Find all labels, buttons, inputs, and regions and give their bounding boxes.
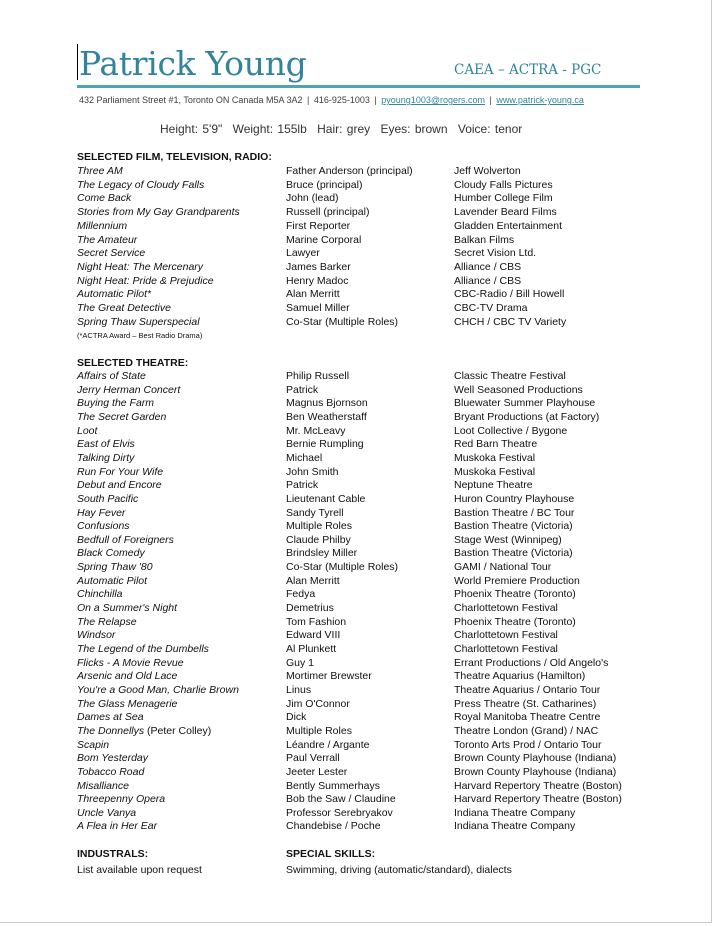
- credit-role: Co-Star (Multiple Roles): [286, 315, 399, 328]
- credit-title-text: Jerry Herman Concert: [77, 383, 181, 396]
- credit-row: [0, 220, 700, 234]
- credit-role: Chandebise / Poche: [286, 820, 381, 833]
- credit-title-text: Confusions: [77, 520, 130, 533]
- credit-row: [0, 684, 700, 698]
- credit-role: John Smith: [286, 465, 339, 478]
- credit-title: [77, 725, 211, 737]
- credit-row: [0, 657, 700, 671]
- credit-role: Mortimer Brewster: [286, 670, 372, 683]
- credit-title-text: You're a Good Man, Charlie Brown: [77, 683, 239, 696]
- credit-company: CHCH / CBC TV Variety: [454, 315, 567, 328]
- credit-row: [0, 288, 700, 302]
- credit-role: James Barker: [286, 260, 351, 273]
- credit-title: [77, 561, 153, 573]
- credit-role: Demetrius: [286, 602, 334, 615]
- credit-title-text: Black Comedy: [77, 547, 145, 560]
- credit-role: Al Plunkett: [286, 643, 337, 655]
- credit-company: Theatre London (Grand) / NAC: [454, 724, 599, 737]
- credit-row: [0, 384, 700, 398]
- credit-title-text: The Great Detective: [77, 302, 171, 314]
- credit-row: [0, 316, 700, 330]
- credit-row: [0, 425, 700, 439]
- header-rule: [77, 85, 640, 88]
- credit-row: [0, 370, 700, 384]
- stat-eyes: Eyes: brown: [380, 122, 448, 136]
- credit-row: [0, 261, 700, 275]
- credit-title-text: On a Summer's Night: [77, 602, 178, 615]
- skills-text: Swimming, driving (automatic/standard), dialects: [286, 864, 512, 876]
- credit-role: Ben Weatherstaff: [286, 410, 367, 423]
- credit-title-text: Misalliance: [77, 779, 129, 792]
- credit-title: [77, 466, 163, 478]
- credit-role: Patrick: [286, 383, 319, 396]
- credit-row: [0, 452, 700, 466]
- credit-title-text: Dames at Sea: [77, 711, 144, 724]
- credit-title-text: Night Heat: The Mercenary: [77, 260, 204, 273]
- credit-title: [77, 206, 240, 218]
- credit-row: [0, 820, 700, 834]
- credit-title: [77, 302, 171, 314]
- credit-title: [77, 411, 166, 423]
- credit-company: Errant Productions / Old Angelo's: [454, 656, 609, 669]
- credit-row: [0, 561, 700, 575]
- credit-role: Jeeter Lester: [286, 765, 348, 778]
- credit-row: [0, 711, 700, 725]
- credit-title: [77, 575, 147, 587]
- credit-title: [77, 493, 138, 505]
- credit-row: [0, 247, 700, 261]
- website-link[interactable]: www.patrick-young.ca: [496, 95, 584, 105]
- credit-title-text: Come Back: [77, 192, 132, 205]
- credit-row: [0, 629, 700, 643]
- credit-title-text: Millennium: [77, 219, 128, 232]
- credit-company: Harvard Repertory Theatre (Boston): [454, 779, 622, 792]
- credit-company: Royal Manitoba Theatre Centre: [454, 711, 601, 724]
- skills-heading: SPECIAL SKILLS:: [286, 848, 376, 860]
- credit-row: [0, 479, 700, 493]
- credit-title-text: Talking Dirty: [77, 451, 135, 464]
- credit-title-text: Run For Your Wife: [77, 465, 164, 478]
- credit-company: Red Barn Theatre: [454, 438, 538, 451]
- credit-row: [0, 165, 700, 179]
- credit-company: GAMI / National Tour: [454, 561, 552, 574]
- credit-title-text: Hay Fever: [77, 506, 126, 519]
- credit-title: [77, 698, 177, 710]
- credit-title: [77, 397, 154, 409]
- credit-row: [0, 438, 700, 452]
- credit-role: Samuel Miller: [286, 302, 350, 314]
- credit-title-text: Stories from My Gay Grandparents: [77, 206, 240, 219]
- credit-role: Bernie Rumpling: [286, 438, 364, 451]
- credit-company: Theatre Aquarius (Hamilton): [454, 670, 586, 683]
- credit-title: [77, 547, 145, 559]
- credit-title: [77, 684, 239, 696]
- credit-row: [0, 698, 700, 712]
- credit-role: Multiple Roles: [286, 724, 352, 737]
- text-cursor: [77, 44, 78, 80]
- credit-title: [77, 602, 177, 614]
- credit-title: [77, 766, 144, 778]
- credit-title: [77, 165, 123, 177]
- credit-role: Jim O'Connor: [286, 697, 350, 710]
- credit-title: [77, 752, 148, 764]
- credit-company: Stage West (Winnipeg): [454, 533, 562, 546]
- credit-company: Neptune Theatre: [454, 479, 533, 492]
- credit-title: [77, 384, 180, 396]
- credit-title: [77, 220, 127, 232]
- credit-title: [77, 316, 200, 328]
- credit-role: Father Anderson (principal): [286, 165, 413, 177]
- credit-role: Bob the Saw / Claudine: [286, 793, 396, 806]
- industrials-heading: INDUSTRALS:: [77, 848, 149, 860]
- credit-company: Charlottetown Festival: [454, 629, 558, 642]
- credit-company: Muskoka Festival: [454, 451, 536, 464]
- credit-title: [77, 588, 123, 600]
- credit-role: Dick: [286, 711, 307, 724]
- credit-title-text: Chinchilla: [77, 588, 123, 601]
- physical-stats: [160, 122, 528, 136]
- credit-role: Brindsley Miller: [286, 547, 358, 560]
- credit-company: Indiana Theatre Company: [454, 806, 576, 819]
- credit-role: Marine Corporal: [286, 233, 362, 246]
- credit-row: [0, 793, 700, 807]
- credit-company: Harvard Repertory Theatre (Boston): [454, 793, 622, 806]
- credit-title: [77, 807, 136, 819]
- credit-row: [0, 466, 700, 480]
- credit-role: Fedya: [286, 588, 316, 601]
- credit-role: Guy 1: [286, 656, 315, 669]
- credit-row: [0, 739, 700, 753]
- credit-company: Balkan Films: [454, 233, 515, 246]
- credit-company: Bastion Theatre / BC Tour: [454, 506, 575, 519]
- credit-row: [0, 302, 700, 316]
- credit-row: [0, 234, 700, 248]
- credit-company: Bastion Theatre (Victoria): [454, 520, 573, 533]
- credit-company: Theatre Aquarius / Ontario Tour: [454, 683, 601, 696]
- credit-row: [0, 643, 700, 657]
- stat-hair: Hair: grey: [317, 122, 371, 136]
- credit-row: [0, 275, 700, 289]
- credit-company: CBC-Radio / Bill Howell: [454, 288, 565, 301]
- credit-title-text: Threepenny Opera: [77, 793, 166, 806]
- credit-title-text: Tobacco Road: [77, 765, 145, 778]
- credit-company: Press Theatre (St. Catharines): [454, 697, 597, 710]
- credit-role: Michael: [286, 451, 323, 464]
- credit-title-text: The Donnellys: [77, 724, 145, 737]
- credit-title: [77, 479, 162, 491]
- credit-company: World Premiere Production: [454, 574, 580, 587]
- credit-title: [77, 234, 137, 246]
- credit-company: Charlottetown Festival: [454, 602, 558, 615]
- credit-title: [77, 438, 135, 450]
- credit-role: Léandre / Argante: [286, 738, 370, 751]
- stat-height: Height: 5'9": [160, 122, 223, 136]
- address: 432 Parliament Street #1, Toronto ON Canada M5A 3A2: [79, 95, 303, 105]
- industrials-text: List available upon request: [77, 864, 202, 876]
- credit-company: Cloudy Falls Pictures: [454, 178, 553, 191]
- credit-row: [0, 411, 700, 425]
- union-affiliations: CAEA – ACTRA - PGC: [454, 62, 602, 78]
- credit-company: Jeff Wolverton: [454, 165, 521, 177]
- credit-role: Alan Merritt: [286, 574, 340, 587]
- credit-title: [77, 507, 125, 519]
- credit-row: [0, 725, 700, 739]
- credit-row: [0, 493, 700, 507]
- film-heading: SELECTED FILM, TELEVISION, RADIO:: [77, 151, 272, 163]
- credit-title: [77, 739, 109, 751]
- credit-row: [0, 752, 700, 766]
- credit-role: Philip Russell: [286, 370, 350, 382]
- credit-title: [77, 793, 165, 805]
- credit-company: Bluewater Summer Playhouse: [454, 397, 596, 410]
- credit-company: Brown County Playhouse (Indiana): [454, 752, 617, 765]
- credit-company: Gladden Entertainment: [454, 219, 562, 232]
- credit-title-text: Automatic Pilot*: [77, 288, 152, 301]
- credit-company: Alliance / CBS: [454, 260, 522, 273]
- credit-role: Claude Philby: [286, 533, 351, 546]
- email-link[interactable]: pyoung1003@rogers.com: [381, 95, 485, 105]
- credit-role: Bruce (principal): [286, 178, 363, 191]
- credit-row: [0, 547, 700, 561]
- credit-role: Alan Merritt: [286, 288, 340, 301]
- credit-row: [0, 179, 700, 193]
- credit-title-text: Affairs of State: [77, 370, 146, 382]
- phone: 416-925-1003: [313, 95, 370, 105]
- actor-name: Patrick Young: [79, 44, 307, 83]
- credit-role: Sandy Tyrell: [286, 506, 344, 519]
- theatre-heading: SELECTED THEATRE:: [77, 357, 189, 369]
- credit-row: [0, 507, 700, 521]
- credit-title-text: Buying the Farm: [77, 397, 155, 410]
- credit-title-text: Automatic Pilot: [77, 574, 148, 587]
- credit-company: Muskoka Festival: [454, 465, 536, 478]
- credit-role: Henry Madoc: [286, 274, 349, 287]
- credit-title: [77, 261, 203, 273]
- credit-company: Loot Collective / Bygone: [454, 424, 568, 437]
- credit-company: Classic Theatre Festival: [454, 370, 566, 382]
- credit-company: Well Seasoned Productions: [454, 383, 583, 396]
- credit-row: [0, 616, 700, 630]
- credit-title-text: Uncle Vanya: [77, 806, 137, 819]
- credit-title: [77, 534, 174, 546]
- credit-row: [0, 192, 700, 206]
- credit-title-text: Spring Thaw '80: [77, 561, 153, 574]
- credit-role: Linus: [286, 683, 312, 696]
- separator: |: [489, 95, 492, 105]
- credit-company: CBC-TV Drama: [454, 302, 528, 314]
- credit-title-text: Spring Thaw Superspecial: [77, 315, 200, 328]
- credit-title-text: Three AM: [77, 165, 123, 177]
- credit-company: Phoenix Theatre (Toronto): [454, 615, 576, 628]
- credit-row: [0, 588, 700, 602]
- credit-title-text: A Flea in Her Ear: [77, 820, 158, 833]
- credit-role: Patrick: [286, 479, 319, 492]
- credit-title: [77, 670, 177, 682]
- credit-role: Lawyer: [286, 247, 320, 260]
- credit-company: Toronto Arts Prod / Ontario Tour: [454, 738, 602, 751]
- credit-title: [77, 247, 145, 259]
- credit-title-text: The Amateur: [77, 233, 138, 246]
- credit-row: [0, 397, 700, 411]
- credit-company: Bryant Productions (at Factory): [454, 410, 600, 423]
- credit-title: [77, 643, 209, 655]
- credit-title: [77, 370, 146, 382]
- credit-title-text: Scapin: [77, 738, 110, 751]
- credit-title: [77, 520, 130, 532]
- credit-role: Tom Fashion: [286, 615, 347, 628]
- credit-title: [77, 179, 204, 191]
- credit-title-text: The Relapse: [77, 615, 137, 628]
- credit-row: [0, 807, 700, 821]
- credit-title: [77, 629, 115, 641]
- credit-title-text: Flicks - A Movie Revue: [77, 656, 184, 669]
- contact-line: [79, 95, 584, 105]
- credit-title-text: The Secret Garden: [77, 410, 167, 423]
- credit-title-text: Arsenic and Old Lace: [77, 670, 178, 683]
- separator: |: [306, 95, 310, 105]
- credit-role: Edward VIII: [286, 629, 341, 642]
- credit-row: [0, 534, 700, 548]
- credit-company: Huron Country Playhouse: [454, 492, 575, 505]
- credit-row: [0, 575, 700, 589]
- credit-title-text: Bom Yesterday: [77, 752, 149, 765]
- credit-role: John (lead): [286, 192, 339, 205]
- credit-role: Mr. McLeavy: [286, 424, 346, 437]
- credit-title: [77, 192, 131, 204]
- credit-company: Lavender Beard Films: [454, 206, 557, 219]
- credit-title-suffix: (Peter Colley): [144, 724, 212, 737]
- credit-title: [77, 452, 134, 464]
- credit-company: Brown County Playhouse (Indiana): [454, 765, 617, 778]
- credit-title-text: The Legend of the Dumbells: [77, 643, 209, 655]
- credit-company: Alliance / CBS: [454, 274, 522, 287]
- credit-title-text: Secret Service: [77, 247, 146, 260]
- credit-role: Co-Star (Multiple Roles): [286, 561, 399, 574]
- credit-title-text: Windsor: [77, 629, 116, 642]
- credit-title: [77, 425, 97, 437]
- credit-role: First Reporter: [286, 219, 351, 232]
- credit-row: [0, 766, 700, 780]
- credit-company: Phoenix Theatre (Toronto): [454, 588, 576, 601]
- credit-role: Multiple Roles: [286, 520, 352, 533]
- credit-title-text: Bedfull of Foreigners: [77, 533, 174, 546]
- credit-row: [0, 520, 700, 534]
- credit-company: Indiana Theatre Company: [454, 820, 576, 833]
- credit-role: Lieutenant Cable: [286, 492, 366, 505]
- credit-title-text: Loot: [77, 424, 98, 437]
- credit-title-text: The Glass Menagerie: [77, 697, 178, 710]
- credit-row: [0, 602, 700, 616]
- credit-title-text: Night Heat: Pride & Prejudice: [77, 274, 214, 287]
- credit-row: [0, 206, 700, 220]
- credit-title-text: Debut and Encore: [77, 479, 162, 492]
- credit-title-text: South Pacific: [77, 492, 139, 505]
- credit-title: [77, 275, 214, 287]
- credit-title: [77, 657, 184, 669]
- stat-voice: Voice: tenor: [457, 122, 523, 136]
- stat-weight: Weight: 155lb: [232, 122, 307, 136]
- award-note: (*ACTRA Award – Best Radio Drama): [77, 331, 203, 340]
- credit-title-text: East of Elvis: [77, 438, 135, 451]
- credit-title: [77, 820, 157, 832]
- credit-role: Professor Serebryakov: [286, 806, 393, 819]
- credit-company: Secret Vision Ltd.: [454, 247, 537, 260]
- credit-title: [77, 288, 151, 300]
- credit-company: Charlottetown Festival: [454, 643, 558, 655]
- credit-row: [0, 670, 700, 684]
- credit-title: [77, 616, 137, 628]
- credit-title: [77, 780, 129, 792]
- credit-role: Russell (principal): [286, 206, 370, 219]
- credit-title-text: The Legacy of Cloudy Falls: [77, 178, 205, 191]
- credit-role: Magnus Bjornson: [286, 397, 368, 410]
- separator: |: [374, 95, 377, 105]
- credit-company: Bastion Theatre (Victoria): [454, 547, 573, 560]
- credit-title: [77, 711, 144, 723]
- credit-role: Bently Summerhays: [286, 779, 380, 792]
- credit-company: Humber College Film: [454, 192, 553, 205]
- credit-role: Paul Verrall: [286, 752, 340, 765]
- credit-row: [0, 780, 700, 794]
